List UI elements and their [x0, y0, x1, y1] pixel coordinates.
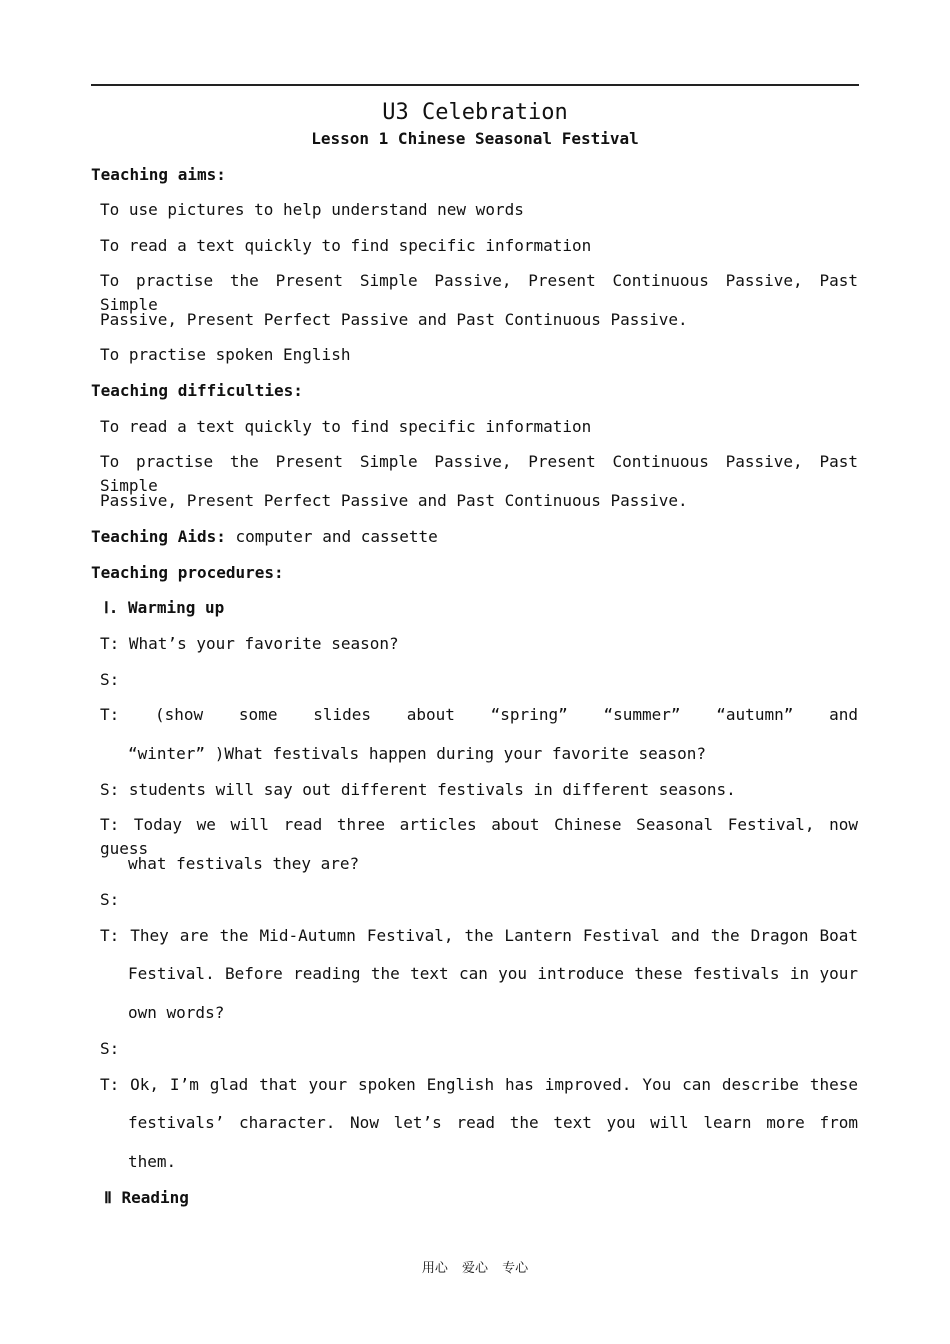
aims-heading: Teaching aims:	[91, 165, 226, 184]
dialogue-line: S:	[100, 890, 120, 909]
dialogue-line: S:	[100, 670, 120, 689]
aim-item: To read a text quickly to find specific information	[100, 236, 592, 255]
dialogue-line: T: Ok, I’m glad that your spoken English has improved. You can describe these	[100, 1075, 858, 1094]
difficulty-item: To read a text quickly to find specific information	[100, 417, 592, 436]
aim-item: To use pictures to help understand new words	[100, 200, 524, 219]
dialogue-line: T: (show some slides about “spring” “summer” “autumn” and	[100, 705, 858, 724]
section-warming-up: Ⅰ. Warming up	[104, 598, 225, 617]
dialogue-line: Festival. Before reading the text can you introduce these festivals in your	[128, 964, 858, 983]
dialogue-line: S:	[100, 1039, 120, 1058]
section-reading: Ⅱ Reading	[104, 1188, 189, 1207]
difficulties-heading: Teaching difficulties:	[91, 381, 303, 400]
aids-text: computer and cassette	[225, 527, 438, 546]
procedures-heading: Teaching procedures:	[91, 563, 284, 582]
page-footer: 用心 爱心 专心	[421, 1261, 529, 1276]
lesson-subtitle: Lesson 1 Chinese Seasonal Festival	[311, 129, 639, 148]
aids-heading: Teaching Aids:	[91, 527, 226, 546]
difficulty-item: Passive, Present Perfect Passive and Past Continuous Passive.	[100, 491, 688, 510]
dialogue-line: S: students will say out different festivals in different seasons.	[100, 780, 736, 799]
dialogue-line: “winter” )What festivals happen during your favorite season?	[128, 744, 706, 763]
aim-item: To practise the Present Simple Passive, Present Continuous Passive, Past Simple	[100, 271, 858, 314]
difficulty-item: To practise the Present Simple Passive, Present Continuous Passive, Past Simple	[100, 452, 858, 495]
dialogue-line: them.	[128, 1152, 177, 1171]
page-title: U3 Celebration	[382, 100, 568, 125]
aim-item: Passive, Present Perfect Passive and Past Continuous Passive.	[100, 310, 688, 329]
dialogue-line: T: What’s your favorite season?	[100, 634, 399, 653]
dialogue-line: T: They are the Mid-Autumn Festival, the Lantern Festival and the Dragon Boat	[100, 926, 858, 945]
aim-item: To practise spoken English	[100, 345, 351, 364]
dialogue-line: festivals’ character. Now let’s read the text you will learn more from	[128, 1113, 858, 1132]
dialogue-line: what festivals they are?	[128, 854, 360, 873]
aids-line	[91, 525, 438, 549]
header-rule	[91, 84, 859, 86]
dialogue-line: T: Today we will read three articles about Chinese Seasonal Festival, now guess	[100, 815, 858, 858]
dialogue-line: own words?	[128, 1003, 225, 1022]
